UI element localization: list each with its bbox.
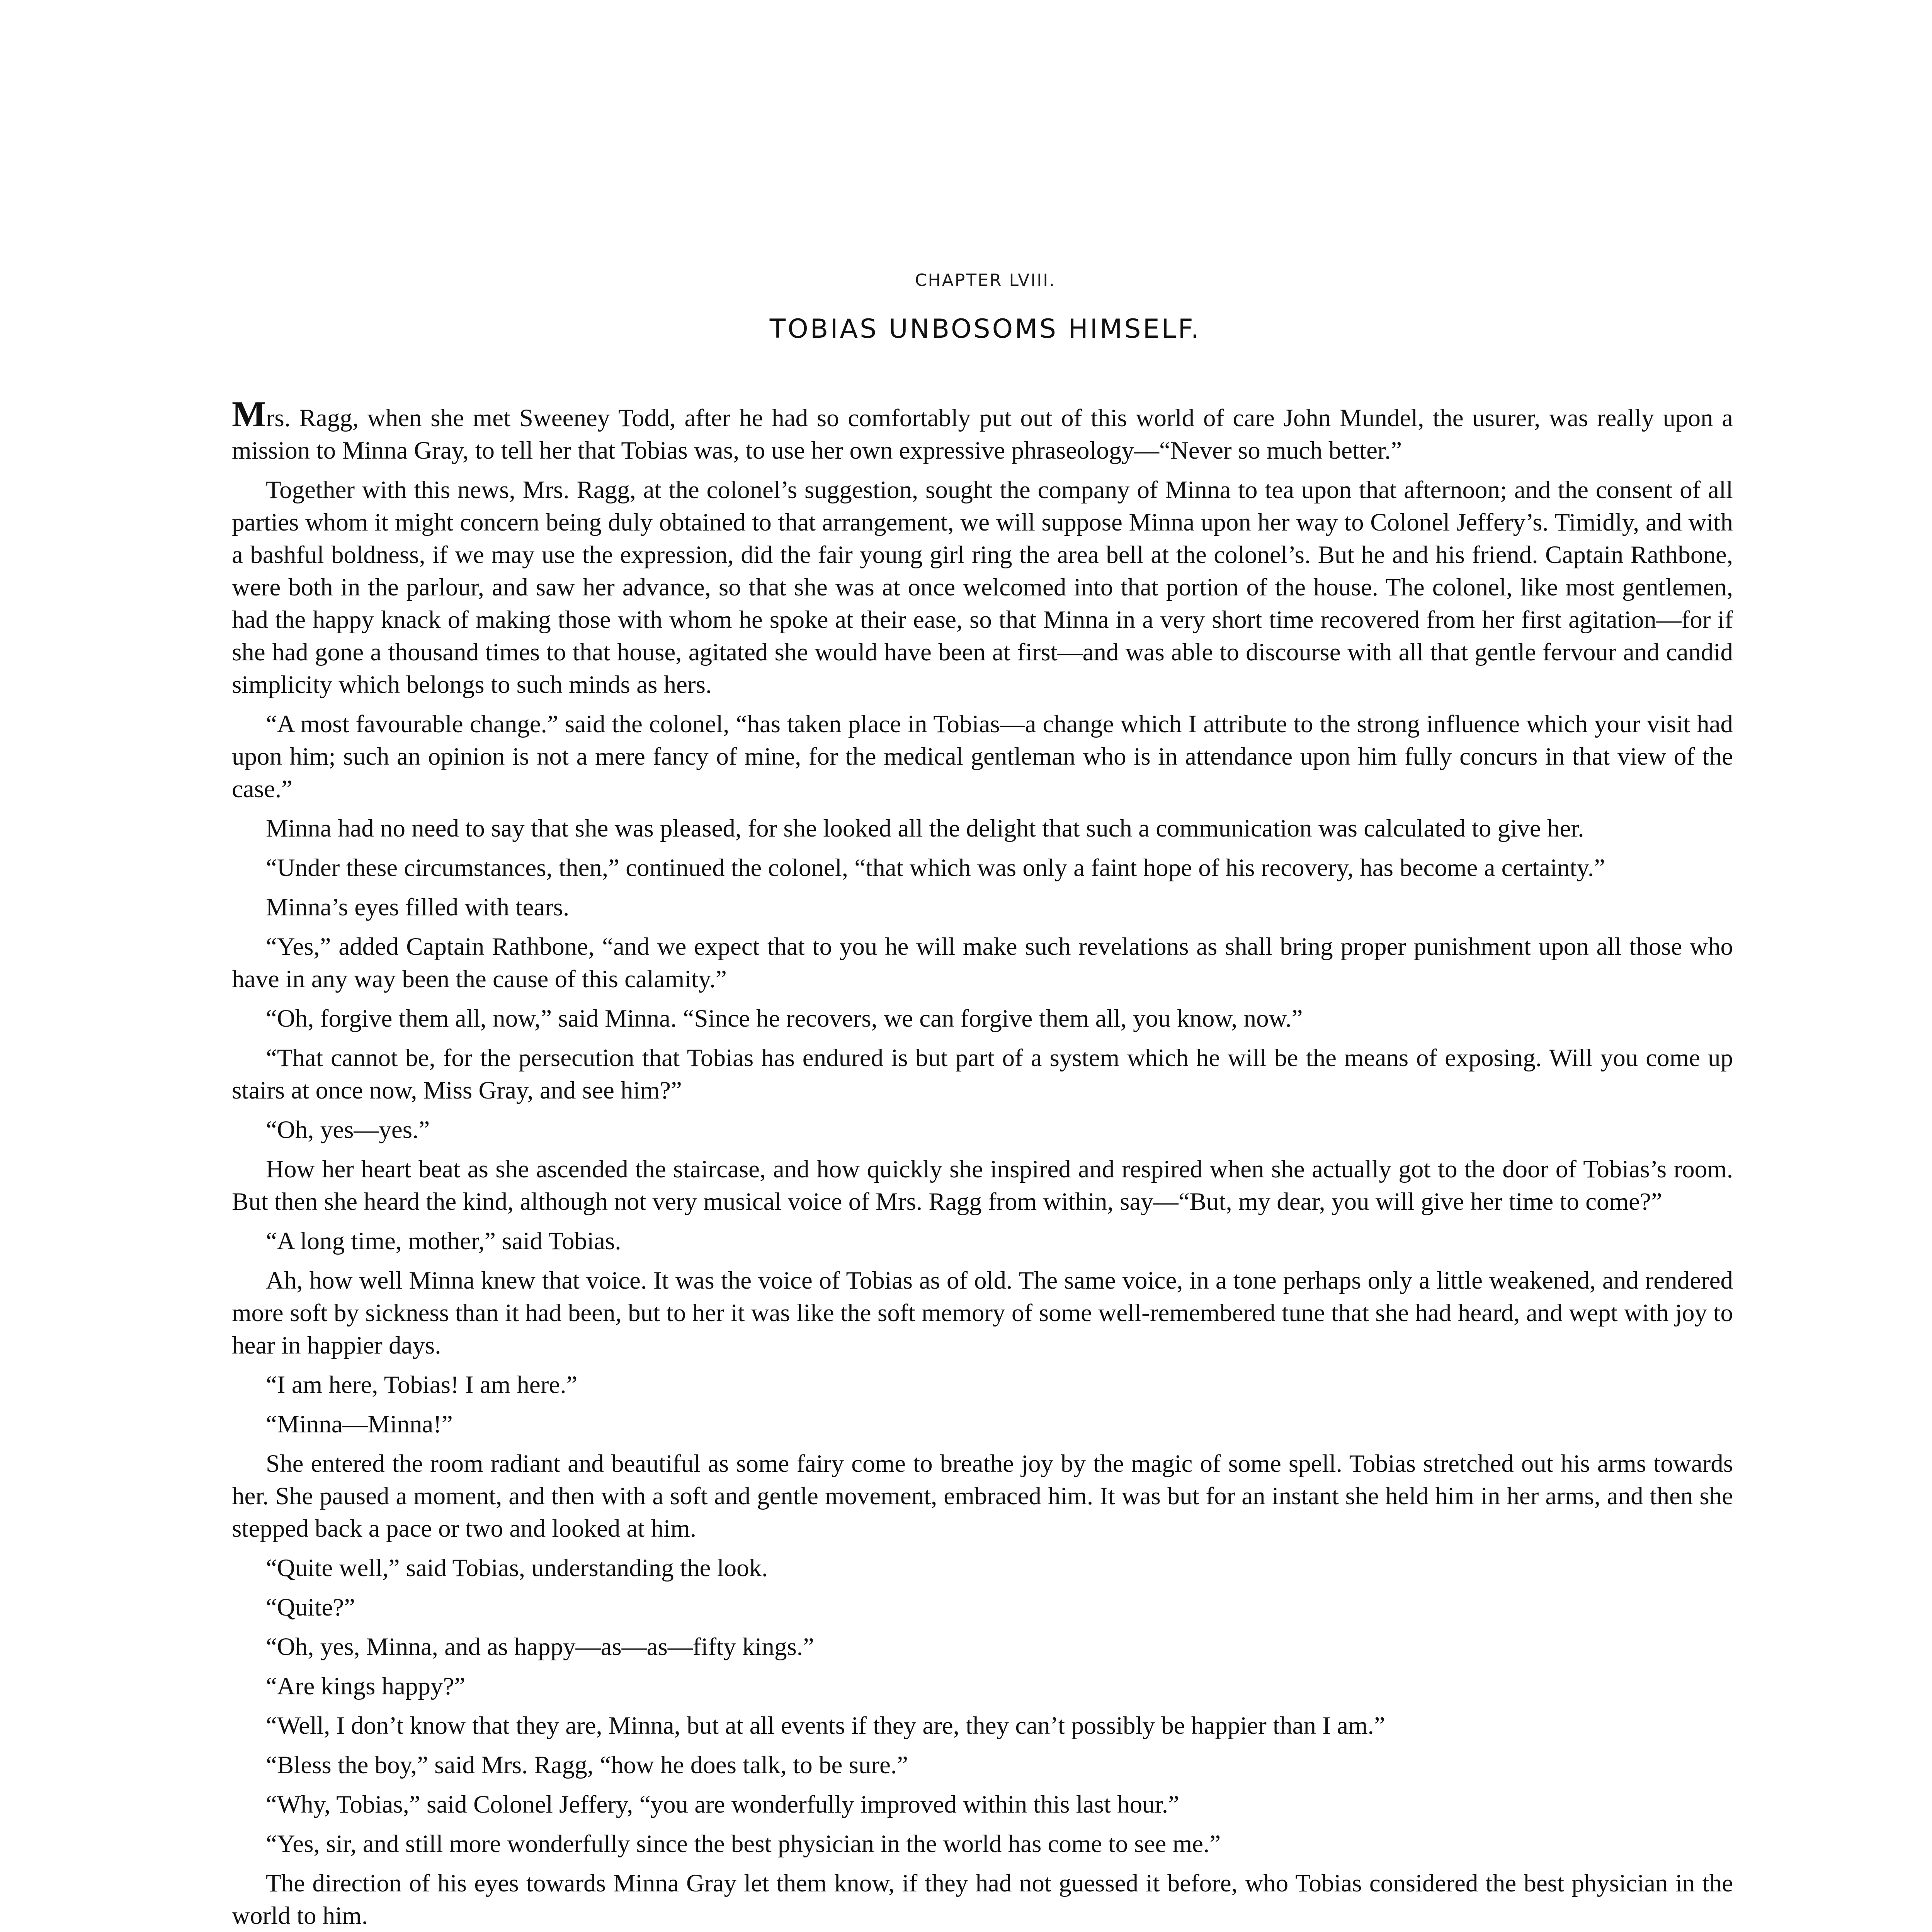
chapter-title: TOBIAS UNBOSOMS HIMSELF. (769, 314, 1201, 344)
paragraph: “Are kings happy?” (266, 1672, 466, 1700)
paragraph: “A most favourable change.” said the colonel, “has taken place in Tobias—a change which I attribute to the strong influence which your visit had upon him; such an opinion is not a mere fancy of mine, for the medical gentleman who is in attendance upon him fully concurs in that view of the case.” (232, 710, 1733, 803)
paragraph: “Minna—Minna!” (266, 1410, 453, 1438)
paragraph: “That cannot be, for the persecution that Tobias has endured is but part of a system which he will be the means of exposing. Will you come up stairs at once now, Miss Gray, and see him?” (232, 1044, 1733, 1104)
opening-paragraph (232, 394, 1733, 467)
paragraph: How her heart beat as she ascended the staircase, and how quickly she inspired and respired when she actually got to the door of Tobias’s room. But then she heard the kind, although not very musical voice of Mrs. Ragg from within, say—“But, my dear, you will give her time to come?” (232, 1155, 1733, 1216)
paragraph: She entered the room radiant and beautiful as some fairy come to breathe joy by the magic of some spell. Tobias stretched out his arms towards her. She paused a moment, and then with a soft and gentle movement, embraced him. It was but for an instant she held him in her arms, and then she stepped back a pace or two and looked at him. (232, 1450, 1733, 1543)
paragraph: “Why, Tobias,” said Colonel Jeffery, “you are wonderfully improved within this last hour.” (266, 1791, 1179, 1818)
paragraph: “Bless the boy,” said Mrs. Ragg, “how he does talk, to be sure.” (266, 1751, 908, 1779)
paragraph: “I am here, Tobias! I am here.” (266, 1371, 578, 1399)
paragraph: “Well, I don’t know that they are, Minna, but at all events if they are, they can’t possibly be happier than I am.” (266, 1712, 1385, 1740)
chapter-number: CHAPTER LVIII. (915, 270, 1056, 290)
paragraph: “Yes, sir, and still more wonderfully since the best physician in the world has come to see me.” (266, 1830, 1221, 1858)
paragraph: Minna’s eyes filled with tears. (266, 893, 570, 921)
paragraph: “Oh, yes, Minna, and as happy—as—as—fifty kings.” (266, 1633, 814, 1661)
paragraph: “Quite well,” said Tobias, understanding the look. (266, 1554, 768, 1582)
paragraph: “Oh, forgive them all, now,” said Minna. “Since he recovers, we can forgive them all, you know, now.” (266, 1005, 1303, 1032)
drop-cap: M (232, 394, 266, 434)
paragraph: Together with this news, Mrs. Ragg, at the colonel’s suggestion, sought the company of Minna to tea upon that afternoon; and the consent of all parties whom it might concern being duly obtained to that arrangement, we will suppose Minna upon her way to Colonel Jeffery’s. Timidly, and with a bashful boldness, if we may use the expression, did the fair young girl ring the area bell at the colonel’s. But he and his friend. Captain Rathbone, were both in the parlour, and saw her advance, so that she was at once welcomed into that portion of the house. The colonel, like most gentlemen, had the happy knack of making those with whom he spoke at their ease, so that Minna in a very short time recovered from her first agitation—for if she had gone a thousand times to that house, agitated she would have been at first—and was able to discourse with all that gentle fervour and candid simplicity which belongs to such minds as hers. (232, 476, 1733, 699)
opening-text: rs. Ragg, when she met Sweeney Todd, after he had so comfortably put out of this world of care John Mundel, the usurer, was really upon a mission to Minna Gray, to tell her that Tobias was, to use her own expressive phraseology—“Never so much better.” (232, 404, 1733, 464)
paragraph: “Under these circumstances, then,” continued the colonel, “that which was only a faint hope of his recovery, has become a certainty.” (266, 854, 1605, 882)
paragraph: “Yes,” added Captain Rathbone, “and we expect that to you he will make such revelations as shall bring proper punishment upon all those who have in any way been the cause of this calamity.” (232, 933, 1733, 993)
paragraph: “Quite?” (266, 1594, 355, 1621)
paragraph: Minna had no need to say that she was pleased, for she looked all the delight that such a communication was calculated to give her. (266, 815, 1584, 842)
paragraph: “A long time, mother,” said Tobias. (266, 1227, 621, 1255)
paragraph: Ah, how well Minna knew that voice. It was the voice of Tobias as of old. The same voice, in a tone perhaps only a little weakened, and rendered more soft by sickness than it had been, but to her it was like the soft memory of some well-remembered tune that she had heard, and wept with joy to hear in happier days. (232, 1267, 1733, 1359)
paragraph: The direction of his eyes towards Minna Gray let them know, if they had not guessed it before, who Tobias considered the best physician in the world to him. (232, 1869, 1733, 1930)
chapter-body (232, 394, 1733, 1932)
paragraph: “Oh, yes—yes.” (266, 1116, 430, 1144)
